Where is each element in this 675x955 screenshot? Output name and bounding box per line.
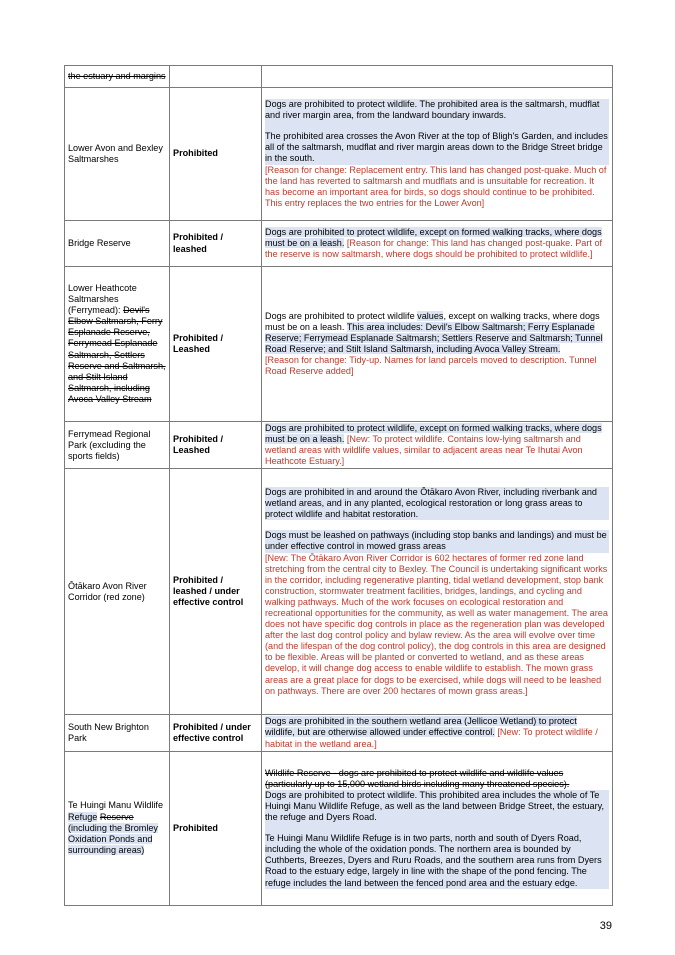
description-cell [262,88,613,221]
table-row [65,267,613,422]
description-text: Dogs must be leashed on pathways (including stop banks and landings) and must be under effective control in mowed grass areas [265,530,609,552]
area-cell [65,66,170,88]
status-cell: Prohibited / Leashed [170,422,262,469]
change-reason: [New: To protect wildlife / habitat in the wetland area.] [265,727,598,749]
deleted-description-text: Wildlife Reserve - dogs are prohibited to protect wildlife and wildlife values (particularly up to 15,000 wetland birds including many threatened species). [265,767,570,789]
area-cell: Lower Avon and Bexley Saltmarshes [65,88,170,221]
area-name: Te Huingi Manu Wildlife [68,800,164,811]
deleted-area-text: the estuary and margins [68,70,166,81]
area-cell [65,751,170,905]
area-cell: South New Brighton Park [65,715,170,751]
status-cell: Prohibited [170,751,262,905]
status-cell: Prohibited / Leashed [170,267,262,422]
status-cell: Prohibited / leashed [170,221,262,267]
description-text: Dogs are prohibited in and around the Ōtākaro Avon River, including riverbank and wetland areas, and in any planted, ecological restoration or long grass areas to protect wildlife and habitat restoration. [265,487,609,520]
description-text: Dogs are prohibited to protect wildlife. The prohibited area is the saltmarsh, mudflat and river margin area, from the landward boundary inwards. [265,99,609,121]
status-cell: Prohibited / under effective control [170,715,262,751]
table-row [65,422,613,469]
table-row [65,751,613,905]
description-cell [262,469,613,715]
status-cell: Prohibited [170,88,262,221]
description-text: Dogs are prohibited in the southern wetland area (Jellicoe Wetland) to protect wildlife, but are otherwise allowed under effective control. [265,716,577,738]
description-text: Te Huingi Manu Wildlife Refuge is in two parts, north and south of Dyers Road, including the whole of the oxidation ponds. The northern area is bounded by Cuthberts, Breezes, Dyers and Ruru Roads, and the southern area runs from Dyers Road to the estuary edge, largely in line with the shape of the pond fencing. The refuge includes the land between the fenced pond area and the estuary edge. [265,833,609,888]
table-row [65,221,613,267]
area-name: Lower Heathcote Saltmarshes (Ferrymead): [68,282,137,316]
description-cell [262,267,613,422]
area-cell: Bridge Reserve [65,221,170,267]
description-text: , except on walking tracks, where dogs must be on a leash. [265,310,600,332]
description-text: The prohibited area crosses the Avon River at the top of Bligh's Garden, and includes all of the saltmarsh, mudflat and river margin areas down to the Bridge Street bridge in the south. [265,131,608,164]
change-reason: [Reason for change: This land has changed post-quake. Part of the reserve is now saltmarsh, where dogs should be prohibited to protect wildlife.] [265,237,603,260]
description-text: Dogs are prohibited to protect wildlife, except on formed walking tracks, where dogs must be on a leash. [265,226,602,248]
description-text: Dogs are prohibited to protect wildlife [265,310,415,321]
description-text: This area includes: Devil's Elbow Saltmarsh; Ferry Esplanade Reserve; Ferrymead Esplanade Saltmarsh; Settlers Reserve and Saltmarsh; Tunnel Road Reserve; and Stilt Island Saltmarsh, including Avoca Valley Stream. [265,321,603,354]
table-row [65,469,613,715]
description-cell [262,422,613,469]
change-reason: [New: To protect wildlife. Contains low-lying saltmarsh and wetland areas with wildlife values, similar to adjacent areas near Te Ihutai Avon Heathcote Estuary.] [265,434,583,467]
table-row [65,66,613,88]
status-cell: Prohibited / leashed / under effective control [170,469,262,715]
area-name-added: Refuge [68,811,98,822]
area-cell: Ōtākaro Avon River Corridor (red zone) [65,469,170,715]
description-text: Dogs are prohibited to protect wildlife. This prohibited area includes the whole of Te Huingi Manu Wildlife Refuge, as well as the land between Bridge Street, the estuary, the refuge and Dyers Road. [265,790,609,823]
description-cell [262,715,613,751]
status-cell [170,66,262,88]
description-text: Dogs are prohibited to protect wildlife, except on formed walking tracks, where dogs must be on a leash. [265,423,602,445]
area-cell: Ferrymead Regional Park (excluding the sports fields) [65,422,170,469]
description-highlight: values [417,310,444,321]
description-cell [262,751,613,905]
dog-control-areas-table [64,65,613,906]
table-row [65,88,613,221]
description-cell [262,66,613,88]
table-row [65,715,613,751]
deleted-area-text: Reserve [99,811,134,822]
change-reason: [Reason for change: Tidy-up. Names for land parcels moved to description. Tunnel Road Reserve added] [265,355,597,377]
deleted-area-text: Devil's Elbow Saltmarsh, Ferry Esplanade Reserve, Ferrymead Esplanade Saltmarsh, Settlers Reserve and Saltmarsh, and Stilt Island Saltmarsh, including Avoca Valley Stream [68,305,166,404]
change-reason: [Reason for change: Replacement entry. This land has changed post-quake. Much of the land has reverted to saltmarsh and mudflats and is unsuitable for recreation. It has become an important area for birds, so dogs should continue to be prohibited. This entry replaces the two entries for the Lower Avon] [265,164,607,208]
page-number: 39 [599,920,612,932]
change-reason: [New: The Ōtākaro Avon River Corridor is 602 hectares of former red zone land stretching from the central city to Bexley. The Council is undertaking significant works in the corridor, including regenerative planting, tidal wetland development, stop bank construction, stormwater treatment facilities, bridges, landings, and cycling and walking pathways. Much of the work focuses on ecological restoration and recreational opportunities for the community, as well as water management. The area does not have specific dog controls in place as the regeneration plan was developed after the last dog control policy and bylaw review. As the area will evolve over time (and the lifespan of the dog control policy), the dog controls in this area are designed to be flexible. Areas will be planted or converted to wetland, and as these areas develop, it will change dog access to enable wildlife to establish. The mown grass areas are a great place for dogs to be exercised, while dogs will need to be leashed on pathways. There are over 200 hectares of mown grass areas.] [265,552,608,696]
area-name-added: (including the Bromley Oxidation Ponds and surrounding areas) [68,822,158,855]
area-cell [65,267,170,422]
description-cell [262,221,613,267]
